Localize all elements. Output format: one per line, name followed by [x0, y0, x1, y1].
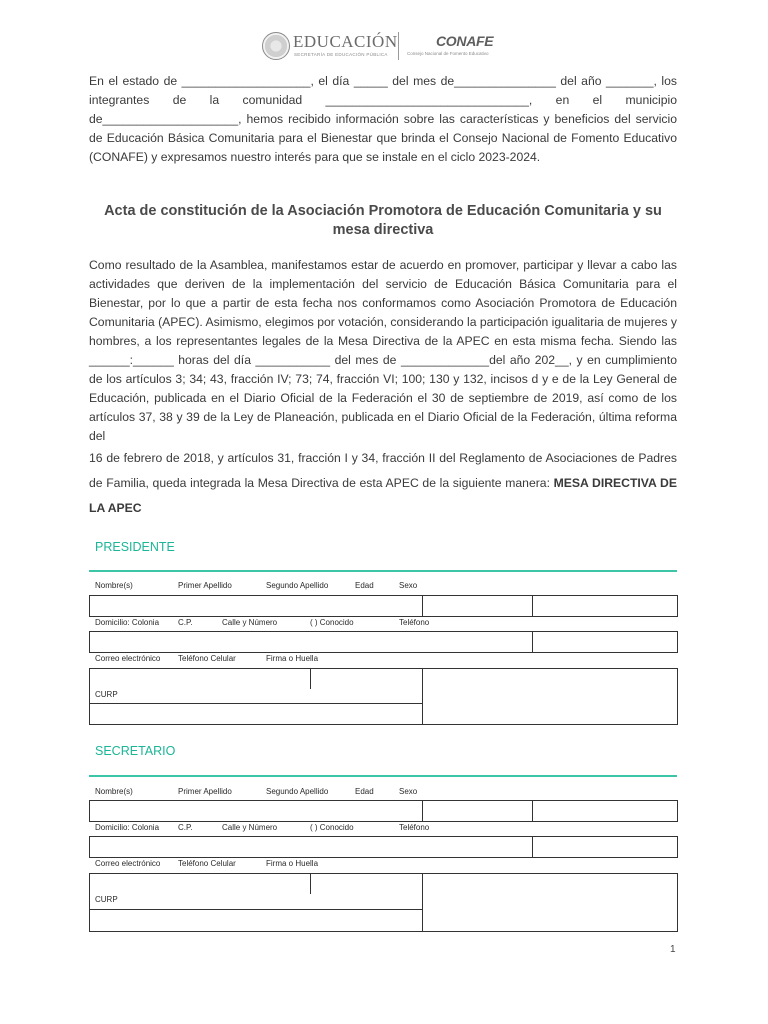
label-nombre: Nombre(s) — [95, 787, 133, 796]
input-firma-huella[interactable] — [422, 873, 678, 932]
section-title-presidente: PRESIDENTE — [95, 540, 175, 554]
page-header — [0, 30, 768, 64]
label-calle: Calle y Número — [222, 618, 278, 627]
input-domicilio[interactable] — [89, 836, 533, 858]
label-calle: Calle y Número — [222, 823, 278, 832]
label-conocido: ( ) Conocido — [310, 823, 354, 832]
body-paragraph: Como resultado de la Asamblea, manifestamos estar de acuerdo en promover, participar y llevar a cabo las actividades que deriven de la implementación del servicio de Educación Básica Comunitaria para el Bienestar, por lo que a partir de esta fecha nos conformamos como Asociación Promotora de Educación Comunitaria (APEC). Asimismo, elegimos por votación, considerando la participación igualitaria de mujeres y hombres, a los representantes legales de la Mesa Directiva de la APEC en esta misma fecha. Siendo las ______:______ horas del día ___________ del mes de _____________del año 202__, y en cumplimiento de los artículos 3; 34; 43, fracción IV; 73; 74, fracción VI; 100; 130 y 132, incisos d y e de la Ley General de Educación, publicada en el Diario Oficial de la Federación el 30 de septiembre de 2019, así como de los artículos 37, 38 y 39 de la Ley de Planeación, publicada en el Diario Oficial de la Federación, última reforma del — [89, 258, 677, 443]
label-telefono: Teléfono — [399, 823, 430, 832]
section-rule-secretario — [89, 775, 677, 777]
conafe-logo: CONAFE — [436, 33, 494, 49]
input-nombre-completo[interactable] — [89, 595, 423, 617]
input-curp[interactable] — [89, 703, 423, 725]
label-celular: Teléfono Celular — [178, 859, 236, 868]
educacion-logo: EDUCACIÓN — [293, 32, 398, 51]
label-curp: CURP — [95, 895, 118, 904]
input-firma-huella[interactable] — [422, 668, 678, 725]
label-edad: Edad — [355, 581, 374, 590]
tail-text: 16 de febrero de 2018, y artículos 31, fracción I y 34, fracción II del Reglamento de Asociaciones de Padres de Familia, queda integrada la Mesa Directiva de esta APEC de la siguiente manera: — [89, 451, 677, 490]
curp-label-cell — [89, 689, 423, 704]
label-curp: CURP — [95, 690, 118, 699]
mesa-directiva-heading: MESA DIRECTIVA DE LA APEC — [89, 476, 677, 515]
label-correo: Correo electrónico — [95, 654, 161, 663]
label-conocido: ( ) Conocido — [310, 618, 354, 627]
input-domicilio[interactable] — [89, 631, 533, 653]
conafe-logo-subtitle: Consejo Nacional de Fomento Educativo — [407, 51, 489, 56]
label-sexo: Sexo — [399, 581, 418, 590]
label-primer-apellido: Primer Apellido — [178, 787, 232, 796]
label-firma: Firma o Huella — [266, 654, 319, 663]
input-nombre-completo[interactable] — [89, 800, 423, 822]
label-nombre: Nombre(s) — [95, 581, 133, 590]
page-number: 1 — [670, 944, 676, 955]
label-primer-apellido: Primer Apellido — [178, 581, 232, 590]
intro-paragraph: En el estado de ___________________, el día _____ del mes de_______________ del año _______, los integrantes de la comunidad ______________________________, en el municipio de____________________, hemos recibido información sobre las características y beneficios del servicio de Educación Básica Comunitaria para el Bienestar que brinda el Consejo Nacional de Fomento Educativo (CONAFE) y expresamos nuestro interés para que se instale en el ciclo 2023-2024. — [89, 74, 677, 164]
section-title-secretario: SECRETARIO — [95, 744, 176, 758]
tail-paragraph — [89, 446, 677, 521]
input-correo[interactable] — [89, 668, 311, 690]
input-telefono[interactable] — [532, 836, 678, 858]
label-celular: Teléfono Celular — [178, 654, 236, 663]
label-domicilio: Domicilio: Colonia — [95, 823, 160, 832]
input-telefono[interactable] — [532, 631, 678, 653]
input-curp[interactable] — [89, 909, 423, 932]
section-rule-presidente — [89, 570, 677, 572]
input-edad[interactable] — [422, 800, 533, 822]
label-sexo: Sexo — [399, 787, 418, 796]
input-celular[interactable] — [310, 668, 423, 690]
input-celular[interactable] — [310, 873, 423, 895]
label-cp: C.P. — [178, 823, 193, 832]
label-segundo-apellido: Segundo Apellido — [266, 787, 329, 796]
curp-label-cell — [89, 894, 423, 910]
header-divider — [398, 32, 399, 60]
input-sexo[interactable] — [532, 800, 678, 822]
document-title: Acta de constitución de la Asociación Promotora de Educación Comunitaria y su mesa directiva — [104, 203, 662, 238]
input-correo[interactable] — [89, 873, 311, 895]
label-correo: Correo electrónico — [95, 859, 161, 868]
label-segundo-apellido: Segundo Apellido — [266, 581, 329, 590]
label-telefono: Teléfono — [399, 618, 430, 627]
national-seal-icon — [262, 32, 290, 60]
label-cp: C.P. — [178, 618, 193, 627]
input-edad[interactable] — [422, 595, 533, 617]
educacion-logo-subtitle: SECRETARÍA DE EDUCACIÓN PÚBLICA — [294, 52, 388, 57]
label-edad: Edad — [355, 787, 374, 796]
label-domicilio: Domicilio: Colonia — [95, 618, 160, 627]
input-sexo[interactable] — [532, 595, 678, 617]
label-firma: Firma o Huella — [266, 859, 319, 868]
